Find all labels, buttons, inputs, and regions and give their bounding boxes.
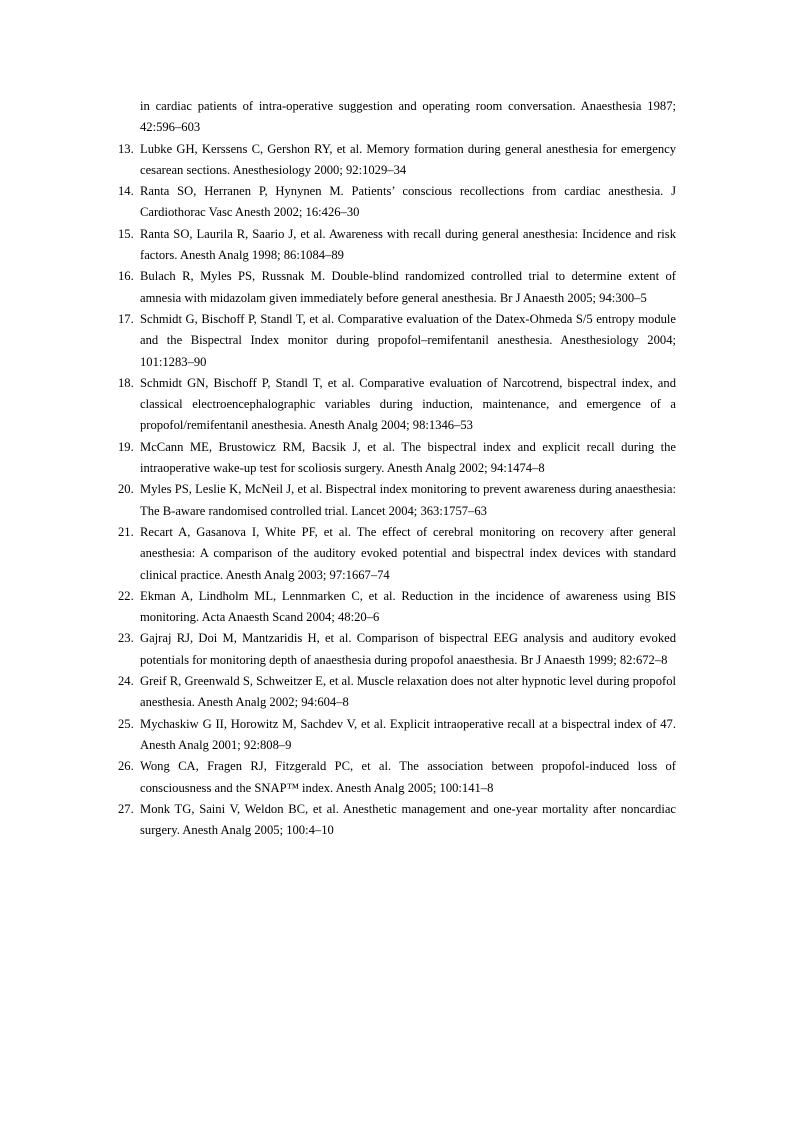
reference-number: 19. — [118, 439, 134, 454]
reference-text: Myles PS, Leslie K, McNeil J, et al. Bispectral index monitoring to prevent awareness during anaesthesia: The B-aware randomised controlled trial. Lancet 2004; 363:1757–63 — [140, 482, 676, 518]
reference-number: 17. — [118, 311, 134, 326]
reference-text: Ranta SO, Herranen P, Hynynen M. Patients’ conscious recollections from cardiac anesthesia. J Cardiothorac Vasc Anesth 2002; 16:426–30 — [140, 184, 676, 220]
reference-number: 14. — [118, 184, 134, 199]
reference-text: McCann ME, Brustowicz RM, Bacsik J, et al. The bispectral index and explicit recall during the intraoperative wake-up test for scoliosis surgery. Anesth Analg 2002; 94:1474–8 — [140, 439, 676, 476]
reference-number: 20. — [118, 482, 134, 497]
reference-text: Schmidt G, Bischoff P, Standl T, et al. Comparative evaluation of the Datex-Ohmeda S/5 entropy module and the Bispectral Index monitor during propofol–remifentanil anesthesia. Anesthesiology 2004; 101:1283–90 — [140, 311, 676, 369]
document-page — [118, 96, 676, 841]
reference-item — [118, 479, 676, 522]
reference-text: Greif R, Greenwald S, Schweitzer E, et al. Muscle relaxation does not alter hypnotic level during propofol anesthesia. Anesth Analg 2002; 94:604–8 — [140, 674, 676, 710]
reference-number — [118, 96, 140, 139]
references-list — [118, 96, 676, 841]
reference-item — [118, 671, 676, 714]
reference-item — [118, 96, 676, 139]
reference-number: 25. — [118, 716, 134, 731]
reference-text: Monk TG, Saini V, Weldon BC, et al. Anesthetic management and one-year mortality after noncardiac surgery. Anesth Analg 2005; 100:4–10 — [140, 801, 676, 838]
reference-text: Wong CA, Fragen RJ, Fitzgerald PC, et al. The association between propofol-induced loss of consciousness and the SNAP™ index. Anesth Analg 2005; 100:141–8 — [140, 759, 676, 795]
reference-text: Gajraj RJ, Doi M, Mantzaridis H, et al. Comparison of bispectral EEG analysis and auditory evoked potentials for monitoring depth of anaesthesia during propofol anaesthesia. Br J Anaesth 1999; 82:672–8 — [140, 631, 676, 667]
reference-item — [118, 714, 676, 757]
reference-number: 23. — [118, 631, 134, 646]
reference-number: 26. — [118, 759, 134, 774]
reference-item — [118, 437, 676, 480]
reference-text: Ekman A, Lindholm ML, Lennmarken C, et al. Reduction in the incidence of awareness using BIS monitoring. Acta Anaesth Scand 2004; 48:20–6 — [140, 588, 676, 625]
reference-item — [118, 586, 676, 629]
reference-text: Mychaskiw G II, Horowitz M, Sachdev V, et al. Explicit intraoperative recall at a bispectral index of 47. Anesth Analg 2001; 92:808–9 — [140, 716, 676, 752]
reference-text: Schmidt GN, Bischoff P, Standl T, et al. Comparative evaluation of Narcotrend, bispectral index, and classical electroencephalographic variables during induction, maintenance, and emergence of a propofol/remifentanil anesthesia. Anesth Analg 2004; 98:1346–53 — [140, 375, 676, 433]
reference-number: 27. — [118, 801, 134, 816]
reference-number: 21. — [118, 524, 134, 539]
reference-item — [118, 756, 676, 799]
reference-item — [118, 628, 676, 671]
reference-text: Bulach R, Myles PS, Russnak M. Double-blind randomized controlled trial to determine extent of amnesia with midazolam given immediately before general anesthesia. Br J Anaesth 2005; 94:300–5 — [140, 269, 676, 305]
reference-number: 22. — [118, 588, 134, 603]
reference-text: in cardiac patients of intra-operative suggestion and operating room conversation. Anaesthesia 1987; 42:596–603 — [140, 99, 676, 135]
reference-item — [118, 309, 676, 373]
reference-number: 24. — [118, 674, 134, 689]
reference-number: 15. — [118, 226, 134, 241]
reference-text: Lubke GH, Kerssens C, Gershon RY, et al. Memory formation during general anesthesia for emergency cesarean sections. Anesthesiology 2000; 92:1029–34 — [140, 141, 676, 177]
reference-number: 18. — [118, 375, 134, 390]
reference-item — [118, 181, 676, 224]
reference-number: 16. — [118, 269, 134, 284]
reference-text: Recart A, Gasanova I, White PF, et al. The effect of cerebral monitoring on recovery after general anesthesia: A comparison of the auditory evoked potential and bispectral index devices with standard clinical practice. Anesth Analg 2003; 97:1667–74 — [140, 524, 676, 582]
reference-item — [118, 799, 676, 842]
reference-item — [118, 224, 676, 267]
reference-item — [118, 373, 676, 437]
reference-item — [118, 522, 676, 586]
reference-text: Ranta SO, Laurila R, Saario J, et al. Awareness with recall during general anesthesia: Incidence and risk factors. Anesth Analg 1998; 86:1084–89 — [140, 226, 676, 263]
reference-item — [118, 266, 676, 309]
reference-item — [118, 139, 676, 182]
reference-number: 13. — [118, 141, 134, 156]
